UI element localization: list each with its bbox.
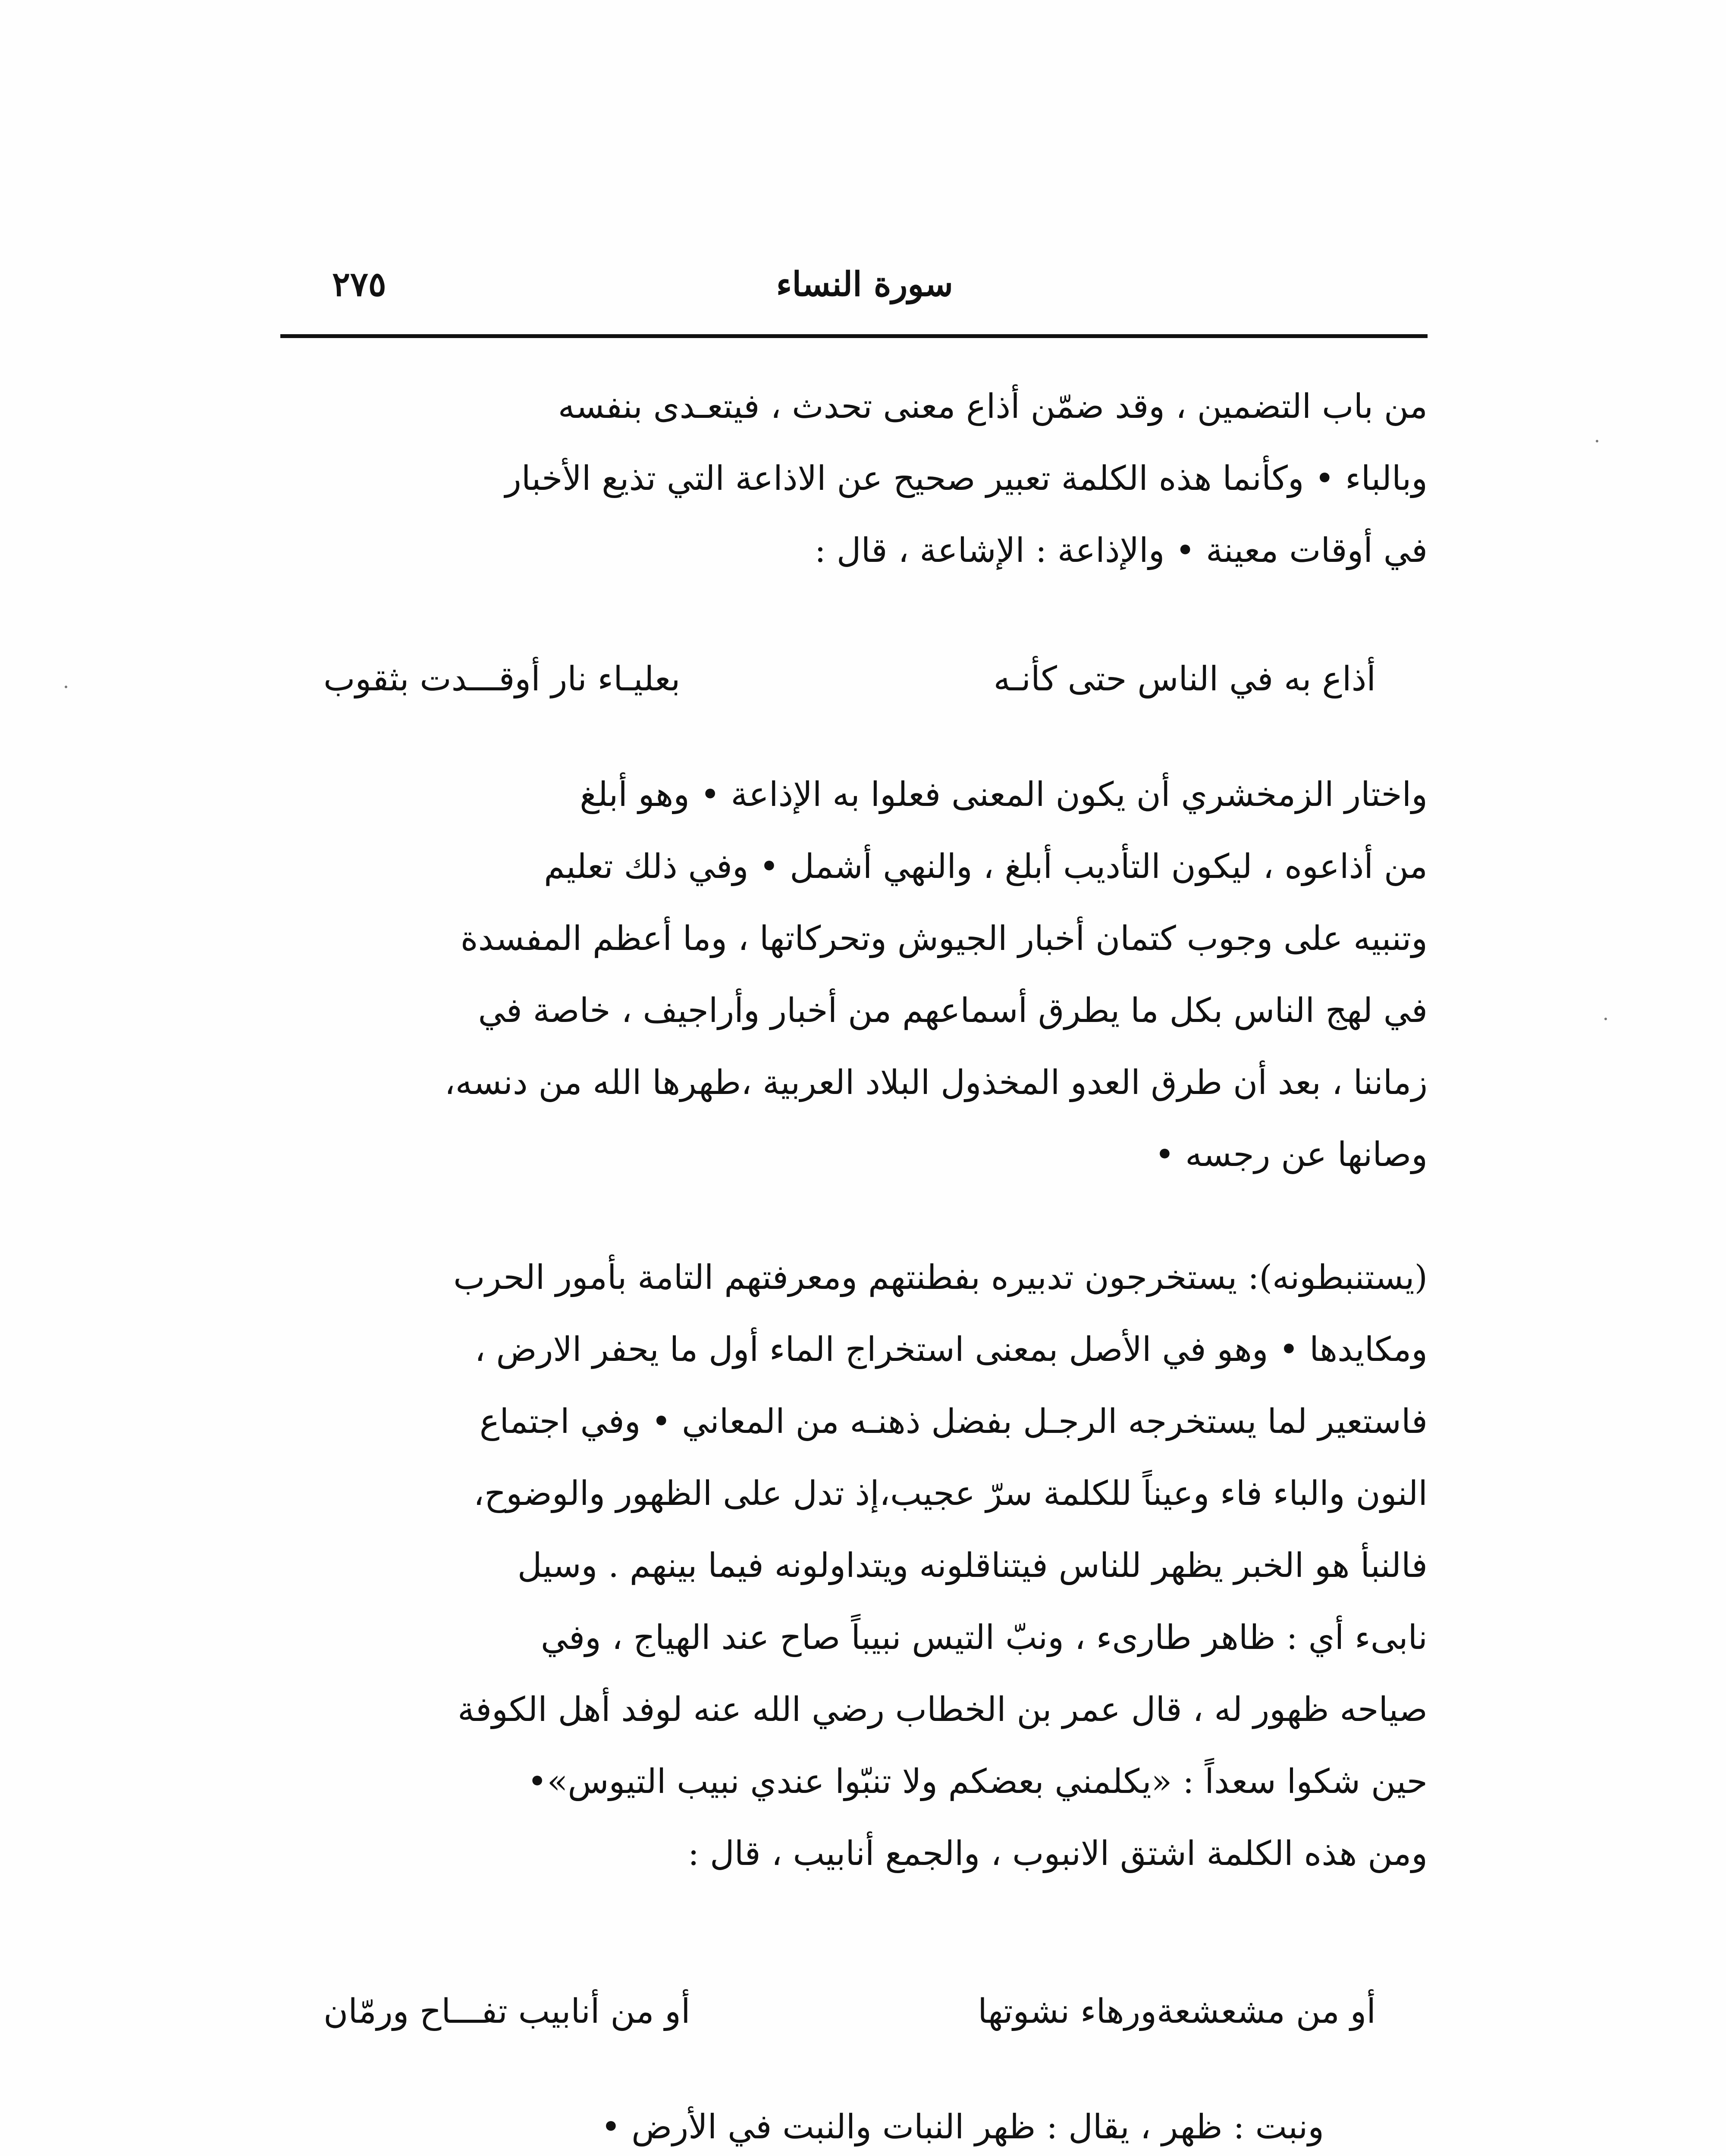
paragraph-1 — [280, 371, 1428, 587]
text-line: وبالباء • وكأنما هذه الكلمة تعبير صحيح عن الاذاعة التي تذيع الأخبار — [505, 459, 1428, 498]
text-line: وصانها عن رجسه • — [1155, 1135, 1428, 1174]
text-line: في لهج الناس بكل ما يطرق أسماعهم من أخبار وأراجيف ، خاصة في — [478, 991, 1428, 1030]
verse-first-hemistich: أذاع به في الناس حتى كأنـه — [993, 660, 1376, 699]
header-rule — [280, 334, 1428, 338]
scan-speck — [1596, 440, 1598, 442]
text-line: زماننا ، بعد أن طرق العدو المخذول البلاد العربية ،طهرها الله من دنسه، — [444, 1063, 1428, 1102]
scan-speck — [1604, 1018, 1607, 1020]
text-line: صياحه ظهور له ، قال عمر بن الخطاب رضي الله عنه لوفد أهل الكوفة — [457, 1690, 1428, 1729]
scan-speck — [65, 686, 67, 688]
text-line: النون والباء فاء وعيناً للكلمة سرّ عجيب،إذ تدل على الظهور والوضوح، — [473, 1474, 1428, 1513]
running-title: سورة النساء — [776, 265, 953, 304]
paragraph-2 — [280, 759, 1428, 1191]
paragraph-4 — [280, 2091, 1428, 2156]
text-line: فاستعير لما يستخرجه الرجـل بفضل ذهنـه من المعاني • وفي اجتماع — [479, 1402, 1428, 1441]
text-line: وتنبيه على وجوب كتمان أخبار الجيوش وتحركاتها ، وما أعظم المفسدة — [460, 919, 1428, 958]
text-line: نابىء أي : ظاهر طارىء ، ونبّ التيس نبيباً صاح عند الهياج ، وفي — [540, 1618, 1428, 1657]
page-number: ٢٧٥ — [332, 265, 386, 304]
page-header — [280, 259, 1428, 319]
text-line: من باب التضمين ، وقد ضمّن أذاع معنى تحدث ، فيتعـدى بنفسه — [558, 387, 1428, 426]
verse-second-hemistich: بعليـاء نار أوقـــدت بثقوب — [323, 660, 681, 699]
verse-2 — [280, 1975, 1428, 2048]
text-line: ونبت : ظهر ، يقال : ظهر النبات والنبت في الأرض • — [601, 2108, 1324, 2147]
text-line: ومكايدها • وهو في الأصل بمعنى استخراج الماء أول ما يحفر الارض ، — [474, 1330, 1428, 1369]
text-line: في أوقات معينة • والإذاعة : الإشاعة ، قال : — [814, 531, 1428, 570]
verse-second-hemistich: أو من أنابيب تفـــاح ورمّان — [323, 1992, 690, 2031]
text-line: واختار الزمخشري أن يكون المعنى فعلوا به الإذاعة • وهو أبلغ — [580, 775, 1428, 814]
text-line: فالنبأ هو الخبر يظهر للناس فيتناقلونه ويتداولونه فيما بينهم . وسيل — [517, 1546, 1428, 1585]
text-line: حين شكوا سعداً : «يكلمني بعضكم ولا تنبّوا عندي نبيب التيوس»• — [527, 1762, 1428, 1801]
text-line: (يستنبطونه): يستخرجون تدبيره بفطنتهم ومعرفتهم التامة بأمور الحرب — [453, 1258, 1428, 1297]
paragraph-3 — [280, 1242, 1428, 1890]
verse-1 — [280, 642, 1428, 716]
text-line: ومن هذه الكلمة اشتق الانبوب ، والجمع أنابيب ، قال : — [687, 1834, 1428, 1873]
text-line: من أذاعوه ، ليكون التأديب أبلغ ، والنهي أشمل • وفي ذلك تعليم — [544, 847, 1428, 886]
verse-first-hemistich: أو من مشعشعةورهاء نشوتها — [978, 1992, 1376, 2031]
